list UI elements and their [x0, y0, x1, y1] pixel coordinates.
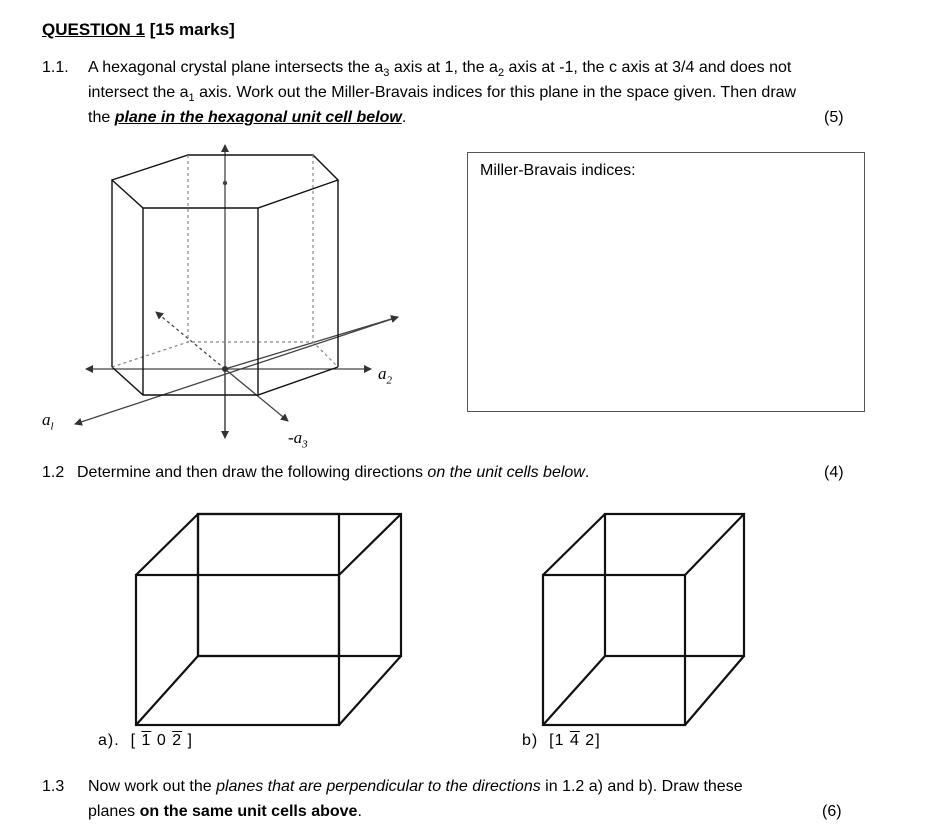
- direction-b-prefix: b): [522, 732, 539, 749]
- axis-label-sub: 3: [302, 438, 308, 451]
- q1-1-text: axis at 1, the a: [389, 59, 498, 76]
- question-marks: [15 marks]: [149, 20, 235, 39]
- q1-3-text: planes: [88, 803, 140, 820]
- index: 2: [585, 732, 596, 749]
- subscript: 3: [383, 67, 390, 80]
- direction-a-prefix: a).: [98, 732, 120, 749]
- q1-1-text: the: [88, 109, 115, 126]
- axis-label-neg-a3: [288, 428, 308, 450]
- q1-2-marks: (4): [824, 464, 844, 481]
- subscript: 2: [497, 67, 505, 80]
- answer-box-label: Miller-Bravais indices:: [480, 162, 636, 179]
- bracket: ]: [595, 732, 601, 749]
- subscript: 1: [188, 92, 195, 105]
- q1-2-text-part: .: [584, 464, 590, 481]
- axis-label-text: a: [42, 410, 51, 429]
- index-bar: 4: [569, 732, 580, 749]
- plane-emphasis: plane in the hexagonal unit cell below: [114, 109, 402, 126]
- a1-axis: [75, 317, 398, 424]
- axis-label-a2: [378, 364, 392, 386]
- q1-3-text: .: [357, 803, 362, 820]
- index-bar: 1: [141, 732, 152, 749]
- bracket: [: [549, 732, 555, 749]
- origin-dot: [222, 366, 228, 372]
- q1-3-text-bold: on the same unit cells above: [139, 803, 358, 820]
- index: 0: [156, 732, 167, 749]
- unit-cube-b[interactable]: [543, 514, 744, 725]
- bracket: ]: [187, 732, 193, 749]
- axis-label-a1: [42, 410, 54, 432]
- q1-1-number: 1.1.: [42, 59, 69, 76]
- bracket: [: [130, 732, 137, 749]
- q1-1-text: axis. Work out the Miller-Bravais indices for this plane in the space given. Then draw: [194, 84, 797, 101]
- q1-2-number: 1.2: [42, 464, 65, 481]
- q1-3-line2: [88, 803, 362, 821]
- q1-3-line1: [88, 778, 743, 796]
- unit-cube-a[interactable]: [136, 514, 401, 725]
- c-axis-dot: [223, 181, 227, 185]
- question-heading: QUESTION 1: [42, 20, 145, 39]
- axis-label-sub: l: [50, 420, 54, 433]
- a3-axis-back: [156, 312, 225, 369]
- index-bar: 2: [172, 732, 183, 749]
- q1-3-text: in 1.2 a) and b). Draw these: [540, 778, 743, 795]
- axis-label-text: a: [378, 364, 387, 383]
- axis-label-sub: 2: [386, 374, 392, 387]
- q1-3-marks: (6): [822, 803, 842, 820]
- q1-3-text: Now work out the: [88, 778, 217, 795]
- direction-b-label: [522, 732, 601, 750]
- q1-3-text-italic: planes that are perpendicular to the directions: [216, 778, 541, 795]
- q1-3-number: 1.3: [42, 778, 65, 795]
- q1-2-text: [77, 464, 589, 482]
- q1-1-text: intersect the a: [88, 84, 189, 101]
- q1-1-marks: (5): [824, 109, 844, 126]
- direction-a-label: [98, 732, 193, 750]
- q1-2-text-italic: on the unit cells below: [427, 464, 585, 481]
- q1-1-text: A hexagonal crystal plane intersects the a: [88, 59, 384, 76]
- axis-label-text: -a: [288, 428, 303, 447]
- a1-axis-pos: [225, 317, 398, 369]
- q1-2-text-part: Determine and then draw the following directions: [77, 464, 428, 481]
- index: 1: [554, 732, 565, 749]
- q1-1-text: axis at -1, the c axis at 3/4 and does not: [504, 59, 792, 76]
- q1-1-text: .: [401, 109, 407, 126]
